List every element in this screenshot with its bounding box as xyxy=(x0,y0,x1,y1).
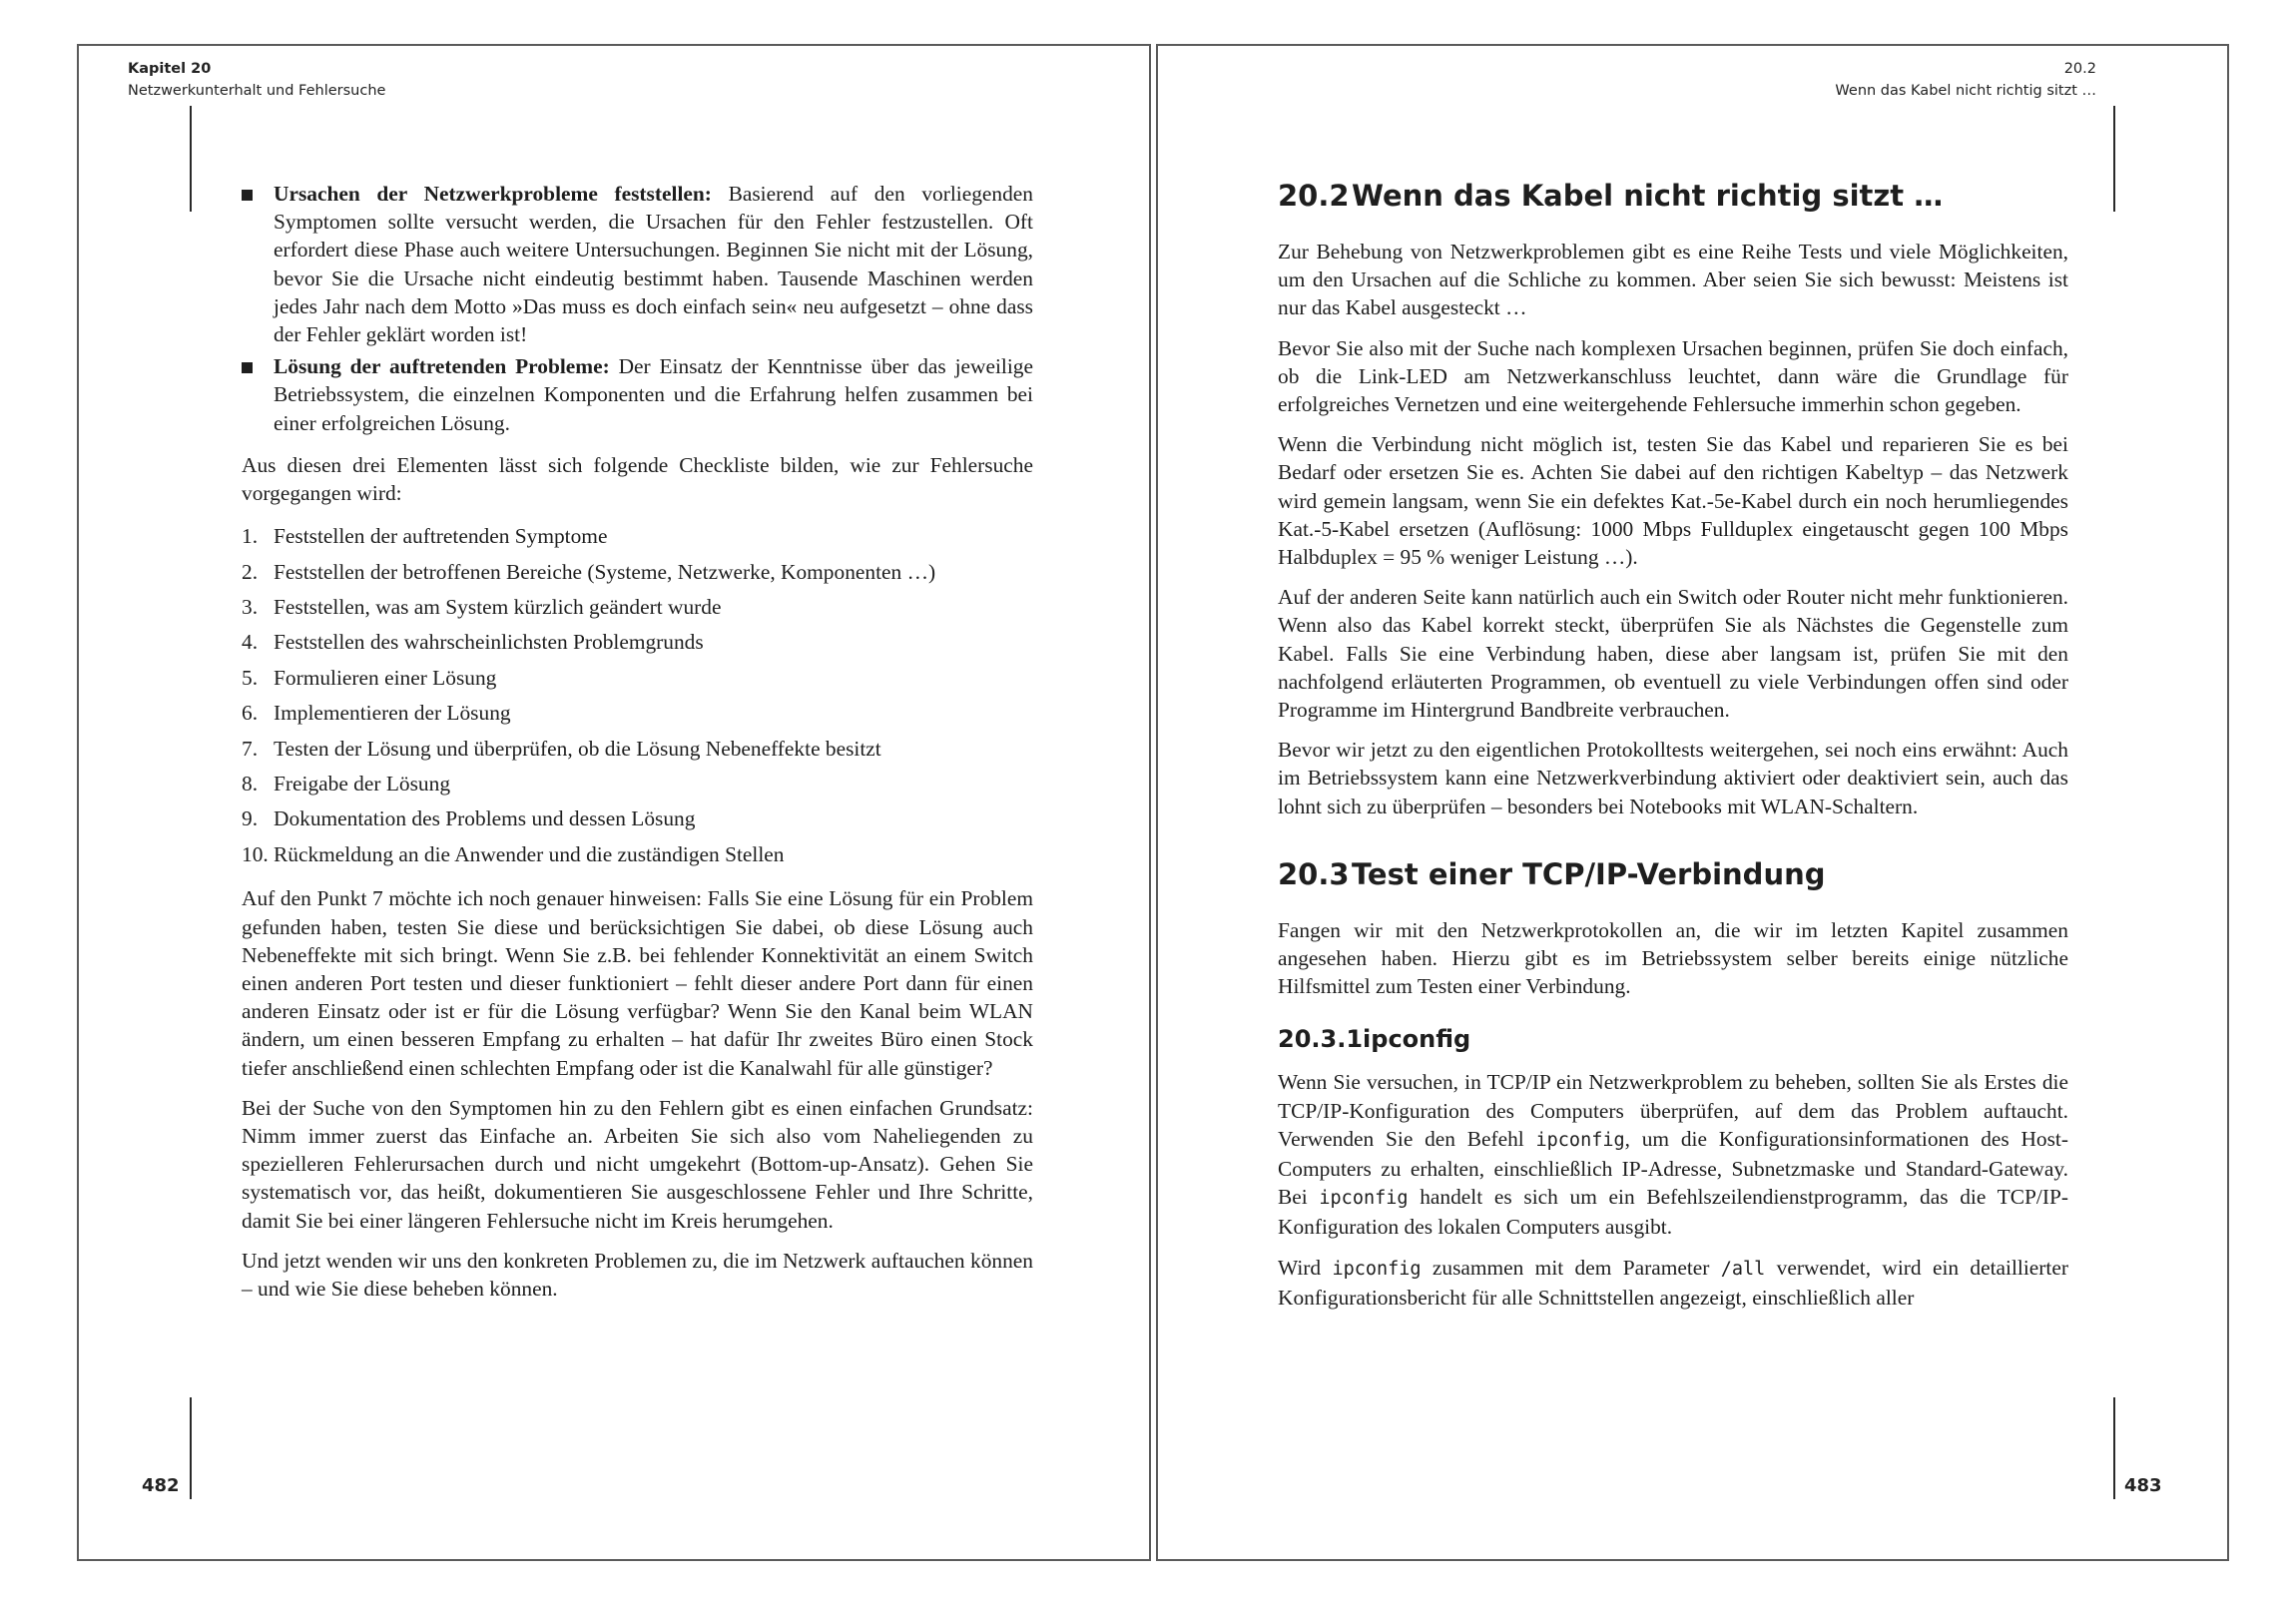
checklist-item: 5. Formulieren einer Lösung xyxy=(242,665,497,690)
checklist-item: 6. Implementieren der Lösung xyxy=(242,701,511,726)
bullet-term: Lösung der auftretenden Probleme: xyxy=(274,354,610,379)
right-footer-rule xyxy=(2113,1397,2115,1499)
bullet-item xyxy=(242,180,1033,348)
bullet-square-icon xyxy=(242,362,253,373)
right-body-text xyxy=(1278,178,2068,1324)
right-page-number: 483 xyxy=(2124,1475,2162,1496)
checklist-item: 8. Freigabe der Lösung xyxy=(242,772,451,797)
bullet-text: Basierend auf den vorliegenden Symptomen sollte versucht werden, die Ursachen für den Fehler festzustellen. Oft erfordert diese Phase auch weitere Untersuchungen. Beginnen Sie nicht mit der Lösung, bevor Sie die Ursache nicht eindeutig bestimmt haben. Tausende Maschinen werden jedes Jahr nach dem Motto »Das muss es doch einfach sein« neu aufgesetzt – ohne dass der Fehler geklärt worden ist! xyxy=(274,182,1033,347)
inline-code: ipconfig xyxy=(1319,1188,1409,1210)
right-header-rule xyxy=(2113,106,2115,212)
chapter-title: Netzwerkunterhalt und Fehlersuche xyxy=(128,83,386,99)
left-header-rule xyxy=(190,106,192,212)
section-heading xyxy=(1278,178,2068,214)
left-page-number: 482 xyxy=(142,1475,180,1496)
body-paragraph: Auf der anderen Seite kann natürlich auch ein Switch oder Router nicht mehr funktionieren. Wenn also das Kabel korrekt steckt, überprüfen Sie als Nächstes die Gegenstelle zum Kabel. Falls Sie eine Verbindung haben, diese aber langsam ist, prüfen Sie mit den nachfolgend erläuterten Programmen, ob eventuell zu viele Verbindungen offen sind oder Programme im Hintergrund Bandbreite verbrauchen. xyxy=(1278,585,2068,723)
bullet-list xyxy=(242,180,1033,437)
checklist-item: 10. Rückmeldung an die Anwender und die zuständigen Stellen xyxy=(242,841,785,866)
body-paragraph: Bevor Sie also mit der Suche nach komplexen Ursachen beginnen, prüfen Sie doch einfach, ob die Link-LED am Netzwerkanschluss leuchtet, dann wäre die Grundlage für erfolgreiches Vernetzen und eine weitergehende Fehlersuche immerhin schon gegeben. xyxy=(1278,335,2068,417)
subsection-heading xyxy=(1278,1024,2068,1054)
section-heading-title: Wenn das Kabel nicht richtig sitzt … xyxy=(1352,179,1944,213)
section-heading xyxy=(1278,856,2068,892)
body-paragraph: Und jetzt wenden wir uns den konkreten Problemen zu, die im Netzwerk auftauchen können – und wie Sie diese beheben können. xyxy=(242,1248,1033,1301)
checklist-item: 7. Testen der Lösung und überprüfen, ob die Lösung Nebeneffekte besitzt xyxy=(242,736,881,761)
inline-code: ipconfig xyxy=(1332,1258,1422,1280)
body-paragraph: Wenn Sie versuchen, in TCP/IP ein Netzwerkproblem zu beheben, sollten Sie als Erstes die TCP/IP-Konfiguration des Computers überprüfen, auf dem das Problem auftaucht. Verwenden Sie den Befehl ipconfig, um die Konfigurationsinformationen des Host-Computers zu erhalten, einschließlich IP-Adresse, Subnetzmaske und Standard-Gateway. Bei ipconfig handelt es sich um ein Befehlszeilendienstprogramm, das die TCP/IP-Konfiguration des lokalen Computers ausgibt. xyxy=(1278,1070,2069,1240)
checklist-item: 9. Dokumentation des Problems und dessen Lösung xyxy=(242,806,696,831)
body-paragraph: Bevor wir jetzt zu den eigentlichen Protokolltests weitergehen, sei noch eins erwähnt: Auch im Betriebssystem kann eine Netzwerkverbindung aktiviert oder deaktiviert sein, auch das lohnt sich zu überprüfen – besonders bei Notebooks mit WLAN-Schaltern. xyxy=(1278,738,2068,818)
section-title: Wenn das Kabel nicht richtig sitzt … xyxy=(1835,83,2096,99)
body-paragraph: Bei der Suche von den Symptomen hin zu den Fehlern gibt es einen einfachen Grundsatz: Nimm immer zuerst das Einfache an. Arbeiten Sie sich also vom Naheliegenden zu spezielleren Fehlerursachen durch und nicht umgekehrt (Bottom-up-Ansatz). Gehen Sie systematisch vor, das heißt, dokumentieren Sie ausgeschlossene Fehler und Ihre Schritte, damit Sie bei einer längeren Fehlersuche nicht im Kreis herumgehen. xyxy=(242,1095,1033,1233)
inline-code: ipconfig xyxy=(1535,1129,1625,1151)
left-footer-rule xyxy=(190,1397,192,1499)
bullet-term: Ursachen der Netzwerkprobleme feststellen: xyxy=(274,182,712,206)
subsection-number: 20.3.1 xyxy=(1278,1025,1364,1054)
inline-code: /all xyxy=(1720,1258,1766,1280)
subsection-heading-title: ipconfig xyxy=(1363,1025,1471,1054)
checklist-item: 1. Feststellen der auftretenden Symptome xyxy=(242,524,608,549)
body-paragraph: Wenn die Verbindung nicht möglich ist, testen Sie das Kabel und reparieren Sie es bei Bedarf oder ersetzen Sie es. Achten Sie dabei auf den richtigen Kabeltyp – das Netzwerk wird gemein langsam, wenn Sie ein defektes Kat.-5e-Kabel durch ein noch herumliegendes Kat.-5-Kabel ersetzen (Auflösung: 1000 Mbps Fullduplex eingetauscht gegen 100 Mbps Halbduplex = 95 % weniger Leistung …). xyxy=(1278,432,2068,570)
body-paragraph: Wird ipconfig zusammen mit dem Parameter /all verwendet, wird ein detaillierter Konfigurationsbericht für alle Schnittstellen angezeigt, einschließlich aller xyxy=(1278,1255,2068,1310)
section-label: 20.2 xyxy=(2063,61,2096,77)
left-running-head xyxy=(128,58,385,102)
bullet-square-icon xyxy=(242,190,253,201)
right-running-head xyxy=(1497,58,2096,102)
left-body-text xyxy=(242,180,1033,1315)
body-paragraph: Fangen wir mit den Netzwerkprotokollen an, die wir im letzten Kapitel zusammen angesehen haben. Hierzu gibt es im Betriebssystem selber bereits einige nützliche Hilfsmittel zum Testen einer Verbindung. xyxy=(1278,917,2068,999)
bullet-text: Der Einsatz der Kenntnisse über das jeweilige Betriebssystem, die einzelnen Komponenten und die Erfahrung helfen zusammen bei einer erfolgreichen Lösung. xyxy=(274,354,1033,435)
checklist xyxy=(242,519,1033,872)
body-paragraph: Zur Behebung von Netzwerkproblemen gibt es eine Reihe Tests und viele Möglichkeiten, um den Ursachen auf die Schliche zu kommen. Aber seien Sie sich bewusst: Meistens ist nur das Kabel ausgesteckt … xyxy=(1278,240,2068,320)
checklist-item: 4. Feststellen des wahrscheinlichsten Problemgrunds xyxy=(242,630,704,655)
checklist-intro: Aus diesen drei Elementen lässt sich folgende Checkliste bilden, wie zur Fehlersuche vorgegangen wird: xyxy=(242,452,1033,506)
section-heading-title: Test einer TCP/IP-Verbindung xyxy=(1352,856,1826,891)
chapter-label: Kapitel 20 xyxy=(128,61,212,77)
section-number: 20.2 xyxy=(1278,179,1350,213)
checklist-item: 2. Feststellen der betroffenen Bereiche (Systeme, Netzwerke, Komponenten …) xyxy=(242,559,936,584)
section-number: 20.3 xyxy=(1278,856,1350,891)
body-paragraph: Auf den Punkt 7 möchte ich noch genauer hinweisen: Falls Sie eine Lösung für ein Problem gefunden haben, testen Sie diese und berücksichtigen Sie dabei, ob diese Lösung auch Nebeneffekte mit sich bringt. Wenn Sie z.B. bei fehlender Konnektivität an einem Switch einen anderen Port testen und dieser funktioniert – fehlt dieser andere Port dann für einen anderen Einsatz oder ist er für die Lösung verfügbar? Wenn Sie den Kanal beim WLAN ändern, um einen besseren Empfang zu erhalten – hat dafür Ihr zweites Büro einen Stock tiefer anschließend einen schlechten Empfang oder ist die Kanalwahl für alle günstiger? xyxy=(242,886,1033,1080)
bullet-item xyxy=(242,352,1033,437)
checklist-item: 3. Feststellen, was am System kürzlich geändert wurde xyxy=(242,595,722,620)
